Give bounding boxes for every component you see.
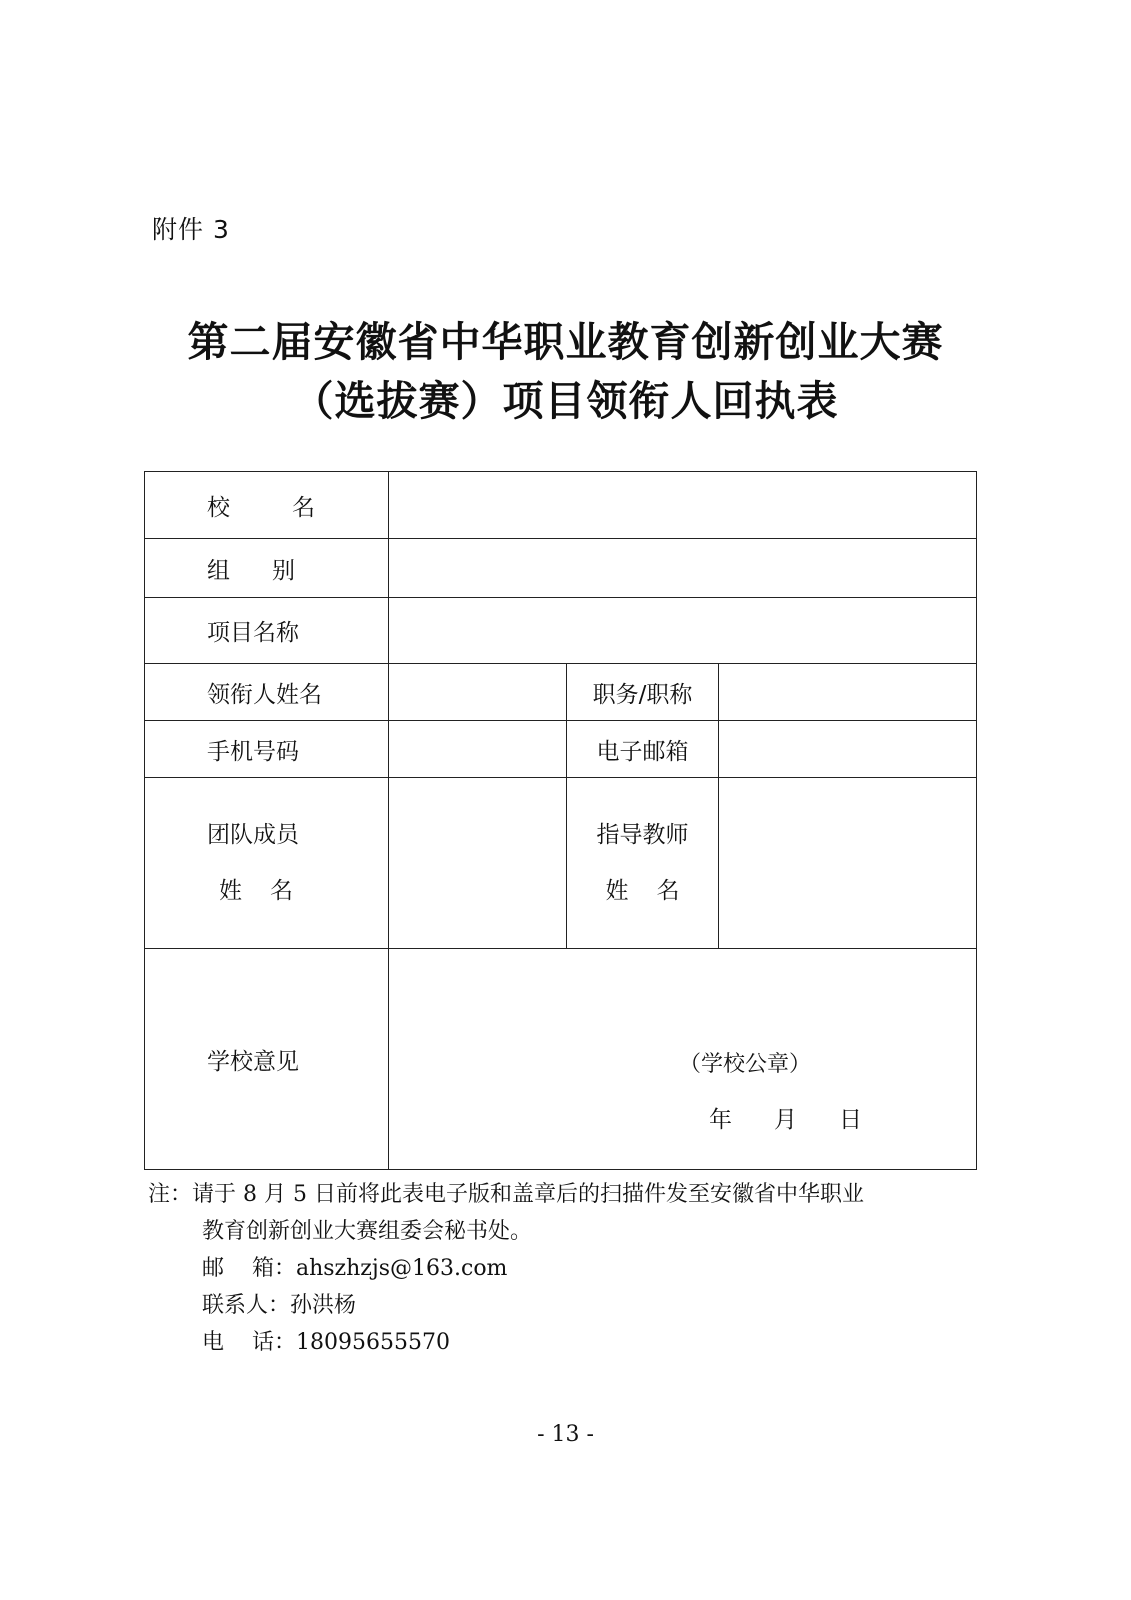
mobile-label: 手机号码 xyxy=(145,721,389,778)
team-members-label: 团队成员 姓 名 xyxy=(145,778,389,949)
advisor-label: 指导教师 姓 名 xyxy=(567,778,719,949)
leader-name-field[interactable] xyxy=(389,664,567,721)
school-name-field[interactable] xyxy=(389,472,977,539)
mobile-field[interactable] xyxy=(389,721,567,778)
note-contact: 联系人：孙洪杨 xyxy=(202,1293,357,1318)
document-title-line2: （选拔赛）项目领衔人回执表 xyxy=(292,377,839,425)
school-seal-note: （学校公章） xyxy=(679,1052,812,1077)
note-mailbox: 邮 箱：ahszhzjs@163.com xyxy=(202,1256,508,1281)
group-field[interactable] xyxy=(389,539,977,598)
receipt-form-table xyxy=(144,471,977,1170)
row-leader xyxy=(145,664,977,721)
project-name-field[interactable] xyxy=(389,598,977,664)
team-members-field[interactable] xyxy=(389,778,567,949)
group-label: 组 别 xyxy=(145,539,389,598)
email-field[interactable] xyxy=(719,721,977,778)
email-label: 电子邮箱 xyxy=(567,721,719,778)
page-number: - 13 - xyxy=(537,1422,594,1447)
position-title-label: 职务/职称 xyxy=(567,664,719,721)
note-line-2: 教育创新创业大赛组委会秘书处。 xyxy=(202,1219,533,1244)
row-contact xyxy=(145,721,977,778)
row-school-opinion xyxy=(145,949,977,1170)
row-project-name xyxy=(145,598,977,664)
attachment-label: 附件 3 xyxy=(152,215,230,244)
position-title-field[interactable] xyxy=(719,664,977,721)
leader-name-label: 领衔人姓名 xyxy=(145,664,389,721)
note-line-1: 注：请于 8 月 5 日前将此表电子版和盖章后的扫描件发至安徽省中华职业 xyxy=(148,1182,864,1207)
note-phone: 电 话：18095655570 xyxy=(202,1330,450,1355)
date-line: 年 月 日 xyxy=(709,1107,862,1133)
school-name-label: 校 名 xyxy=(145,472,389,539)
advisor-field[interactable] xyxy=(719,778,977,949)
document-title-line1: 第二届安徽省中华职业教育创新创业大赛 xyxy=(187,318,944,366)
project-name-label: 项目名称 xyxy=(145,598,389,664)
row-group xyxy=(145,539,977,598)
school-opinion-field[interactable] xyxy=(389,949,977,1170)
row-team xyxy=(145,778,977,949)
row-school-name xyxy=(145,472,977,539)
school-opinion-label: 学校意见 xyxy=(145,949,389,1170)
